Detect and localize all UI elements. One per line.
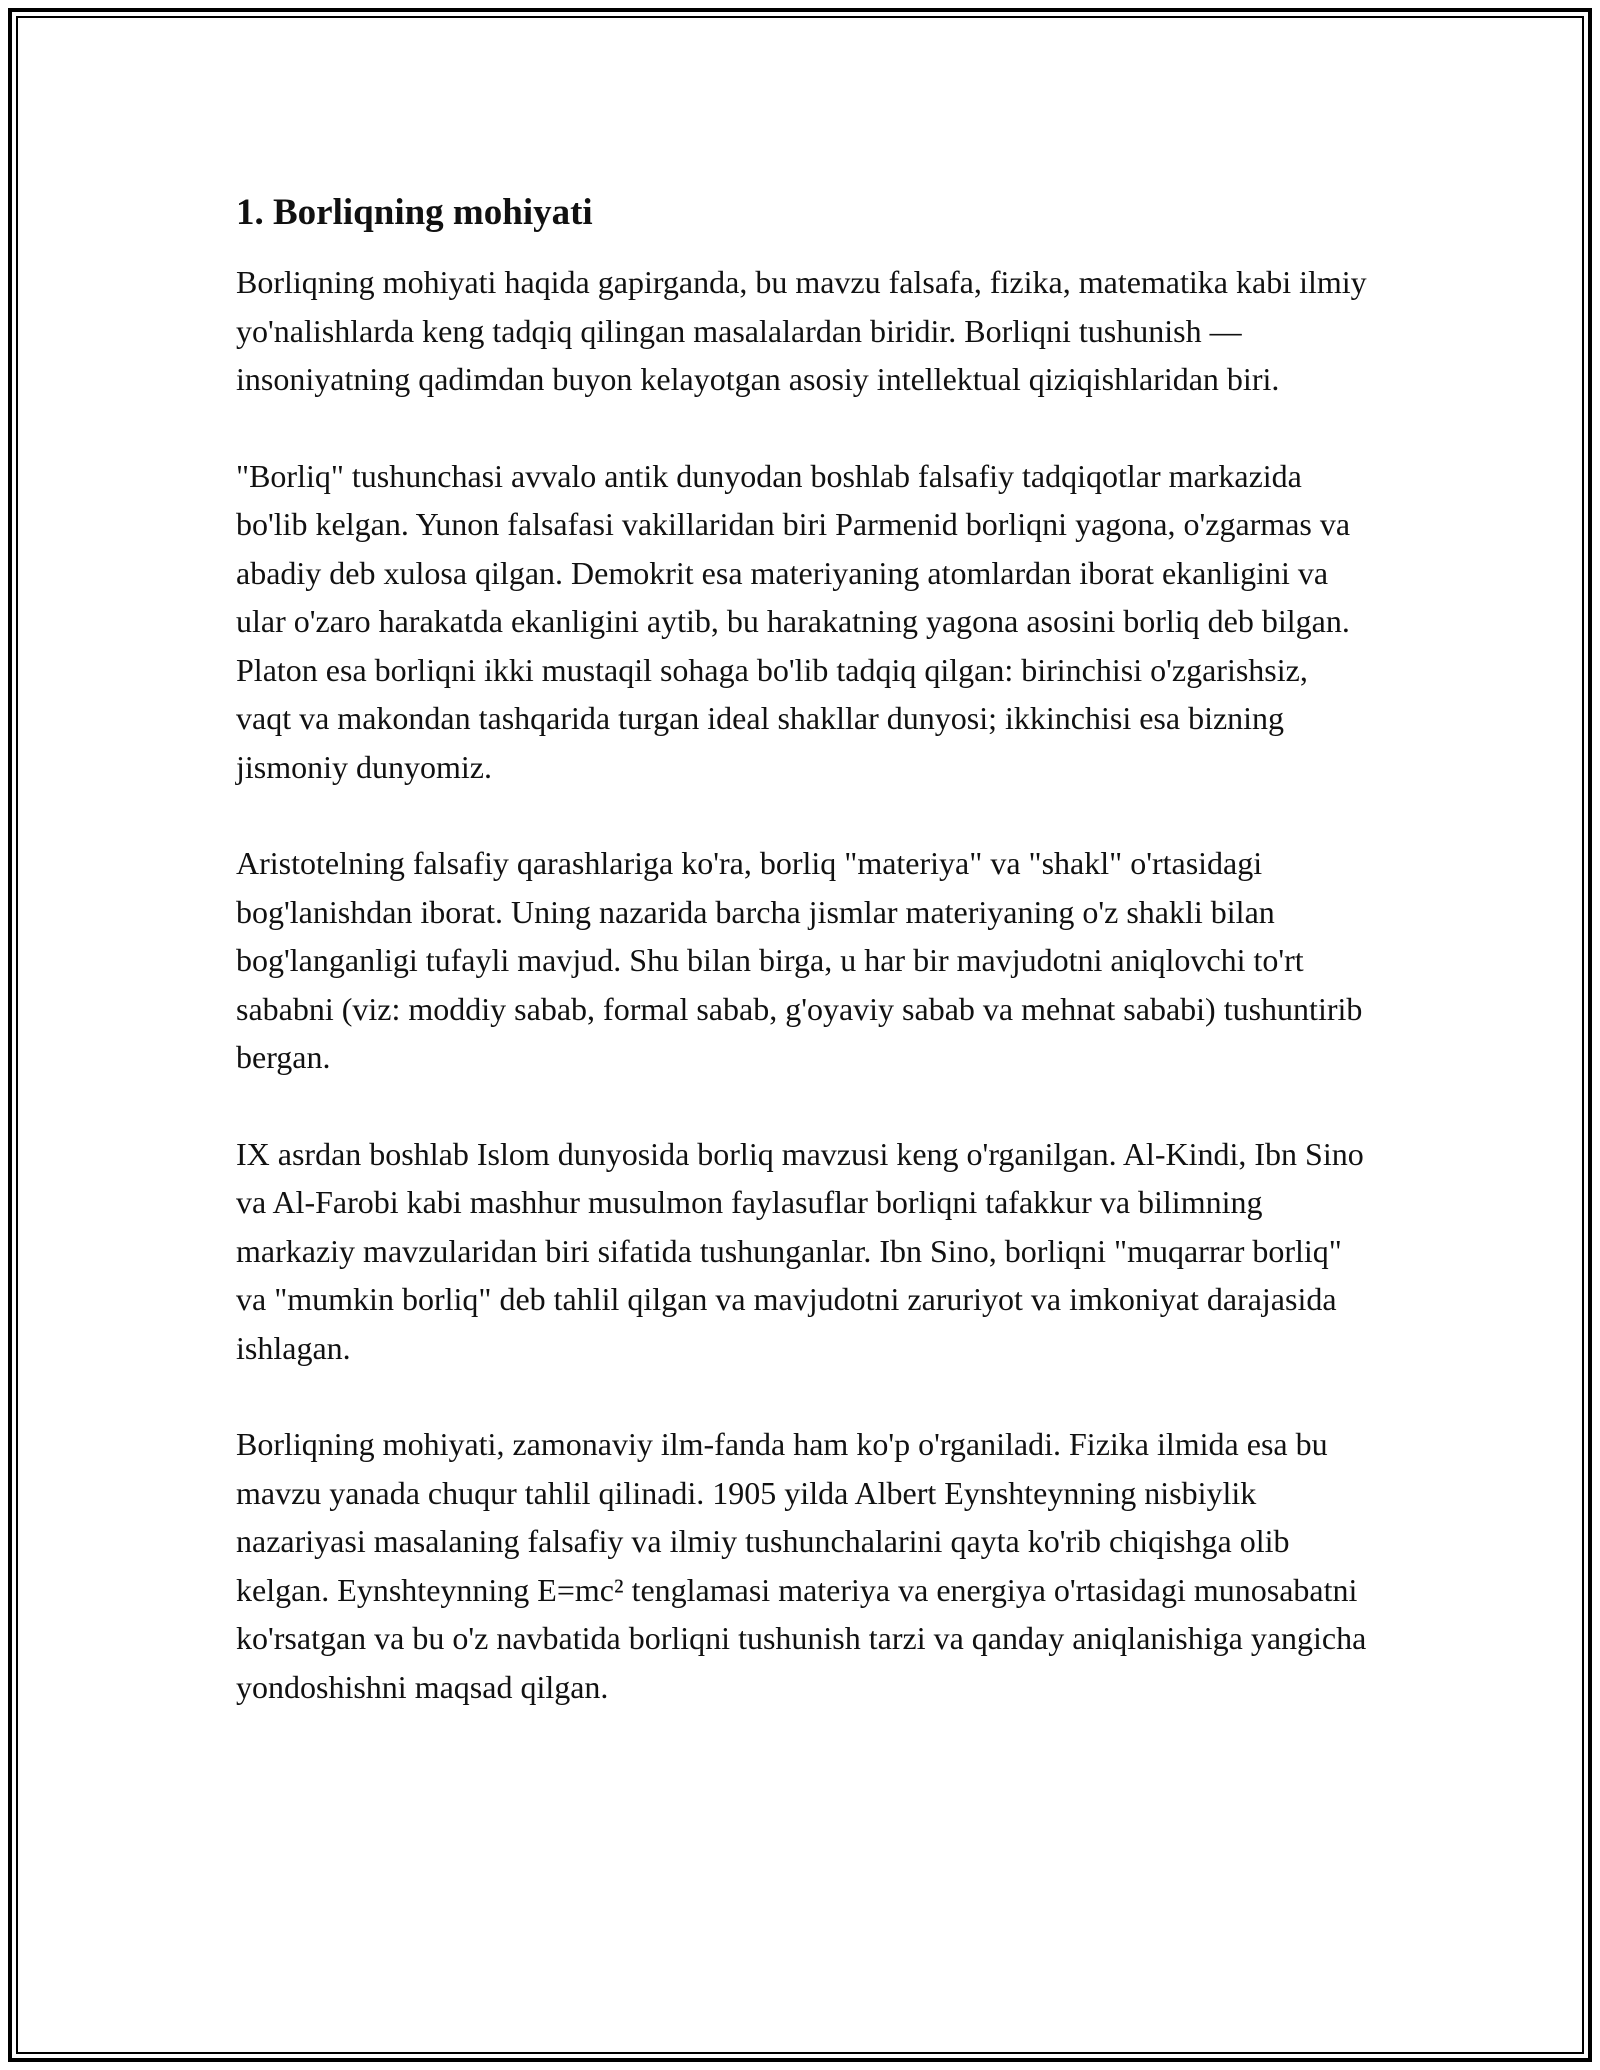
paragraph-antiquity: "Borliq" tushunchasi avvalo antik dunyodan boshlab falsafiy tadqiqotlar markazida bo'lib kelgan. Yunon falsafasi vakillaridan biri Parmenid borliqni yagona, o'zgarmas va abadiy deb xulosa qilgan. Demokrit esa materiyaning atomlardan iborat ekanligini va ular o'zaro harakatda ekanligini aytib, bu harakatning yagona asosini borliq deb bilgan. Platon esa borliqni ikki mustaqil sohaga bo'lib tadqiq qilgan: birinchisi o'zgarishsiz, vaqt va makondan tashqarida turgan ideal shakllar dunyosi; ikkinchisi esa bizning jismoniy dunyomiz.	[236, 457, 1351, 785]
paragraph-islamic-world: IX asrdan boshlab Islom dunyosida borliq mavzusi keng o'rganilgan. Al-Kindi, Ibn Sino va Al-Farobi kabi mashhur musulmon faylasuflar borliqni tafakkur va bilimning markaziy mavzularidan biri sifatida tushunganlar. Ibn Sino, borliqni "muqarrar borliq" va "mumkin borliq" deb tahlil qilgan va mavjudotni zaruriyot va imkoniyat darajasida ishlagan.	[236, 1135, 1364, 1366]
paragraph-modern-science: Borliqning mohiyati, zamonaviy ilm-fanda ham ko'p o'rganiladi. Fizika ilmida esa bu mavzu yanada chuqur tahlil qilinadi. 1905 yilda Albert Eynshteynning nisbiylik nazariyasi masalaning falsafiy va ilmiy tushunchalarini qayta ko'rib chiqishga olib kelgan. Eynshteynning E=mc² tenglamasi materiya va energiya o'rtasidagi munosabatni ko'rsatgan va bu o'z navbatida borliqni tushunish tarzi va qanday aniqlanishiga yangicha yondoshishni maqsad qilgan.	[236, 1426, 1367, 1705]
paragraph-intro: Borliqning mohiyati haqida gapirganda, bu mavzu falsafa, fizika, matematika kabi ilmiy yo'nalishlarda keng tadqiq qilingan masalalardan biridir. Borliqni tushunish — insoniyatning qadimdan buyon kelayotgan asosiy intellektual qiziqishlaridan biri.	[236, 264, 1367, 397]
section-heading: 1. Borliqning mohiyati	[236, 192, 593, 233]
document-body	[236, 188, 1370, 1759]
paragraph-aristotle: Aristotelning falsafiy qarashlariga ko'ra, borliq "materiya" va "shakl" o'rtasidagi bog'lanishdan iborat. Uning nazarida barcha jismlar materiyaning o'z shakli bilan bog'langanligi tufayli mavjud. Shu bilan birga, u har bir mavjudotni aniqlovchi to'rt sababni (viz: moddiy sabab, formal sabab, g'oyaviy sabab va mehnat sababi) tushuntirib bergan.	[236, 845, 1363, 1075]
